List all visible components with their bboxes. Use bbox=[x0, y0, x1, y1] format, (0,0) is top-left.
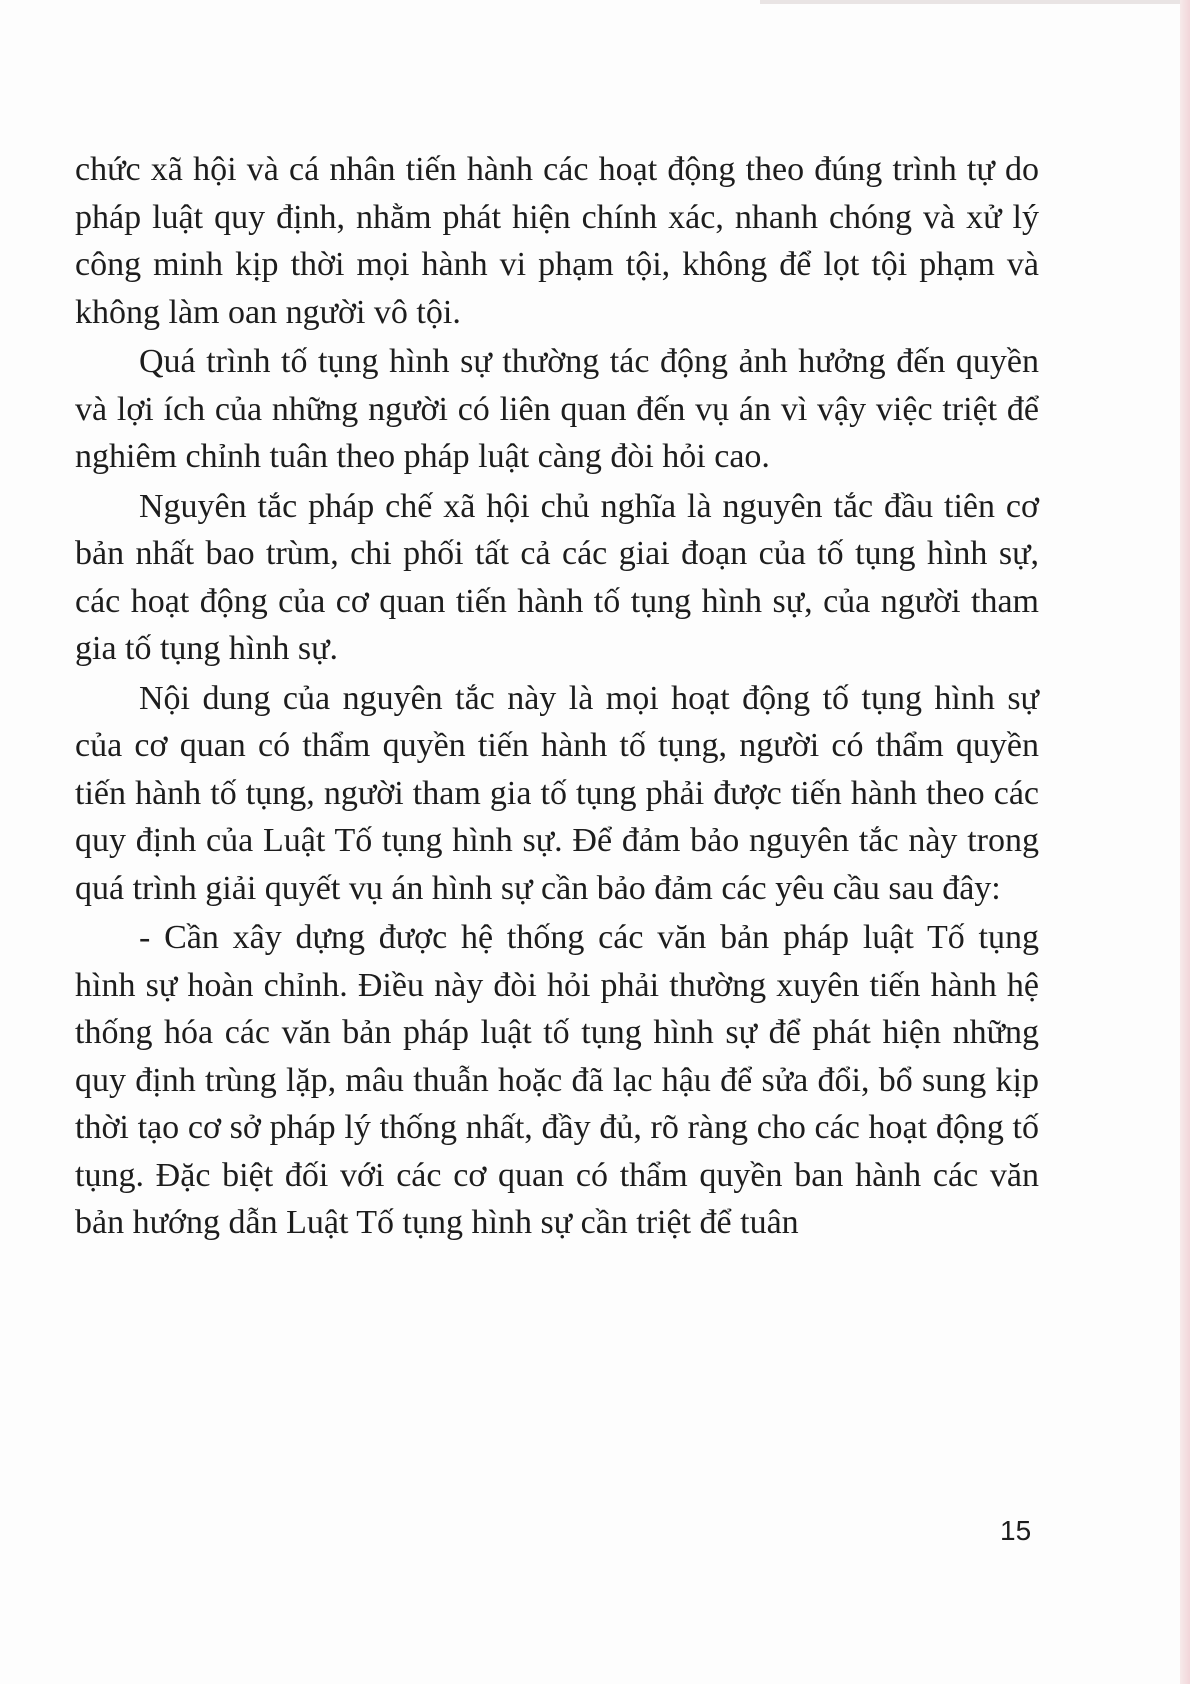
page-number: 15 bbox=[1000, 1515, 1032, 1546]
page-right-edge bbox=[1180, 0, 1190, 1684]
paragraph-content: Nội dung của nguyên tắc này là mọi hoạt động tố tụng hình sự của cơ quan có thẩm quyền tiến hành tố tụng, người có thẩm quyền tiến hành tố tụng, người tham gia tố tụng phải được tiến hành theo các quy định của Luật Tố tụng hình sự. Để đảm bảo nguyên tắc này trong quá trình giải quyết vụ án hình sự cần bảo đảm các yêu cầu sau đây: bbox=[75, 679, 1039, 907]
paragraph-principle: Nguyên tắc pháp chế xã hội chủ nghĩa là nguyên tắc đầu tiên cơ bản nhất bao trùm, chi phối tất cả các giai đoạn của tố tụng hình sự, các hoạt động của cơ quan tiến hành tố tụng hình sự, của người tham gia tố tụng hình sự. bbox=[75, 487, 1039, 667]
page-top-edge bbox=[760, 0, 1180, 4]
paragraph-requirement: - Cần xây dựng được hệ thống các văn bản pháp luật Tố tụng hình sự hoàn chỉnh. Điều này đòi hỏi phải thường xuyên tiến hành hệ thống hóa các văn bản pháp luật tố tụng hình sự để phát hiện những quy định trùng lặp, mâu thuẫn hoặc đã lạc hậu để sửa đổi, bổ sung kịp thời tạo cơ sở pháp lý thống nhất, đầy đủ, rõ ràng cho các hoạt động tố tụng. Đặc biệt đối với các cơ quan có thẩm quyền ban hành các văn bản hướng dẫn Luật Tố tụng hình sự cần triệt để tuân bbox=[75, 919, 1039, 1241]
paragraph-continuation: chức xã hội và cá nhân tiến hành các hoạt động theo đúng trình tự do pháp luật quy định, nhằm phát hiện chính xác, nhanh chóng và xử lý công minh kịp thời mọi hành vi phạm tội, không để lọt tội phạm và không làm oan người vô tội. bbox=[75, 151, 1039, 331]
body-text bbox=[75, 146, 1039, 1249]
paragraph-process: Quá trình tố tụng hình sự thường tác động ảnh hưởng đến quyền và lợi ích của những người có liên quan đến vụ án vì vậy việc triệt để nghiêm chỉnh tuân theo pháp luật càng đòi hỏi cao. bbox=[75, 343, 1039, 475]
